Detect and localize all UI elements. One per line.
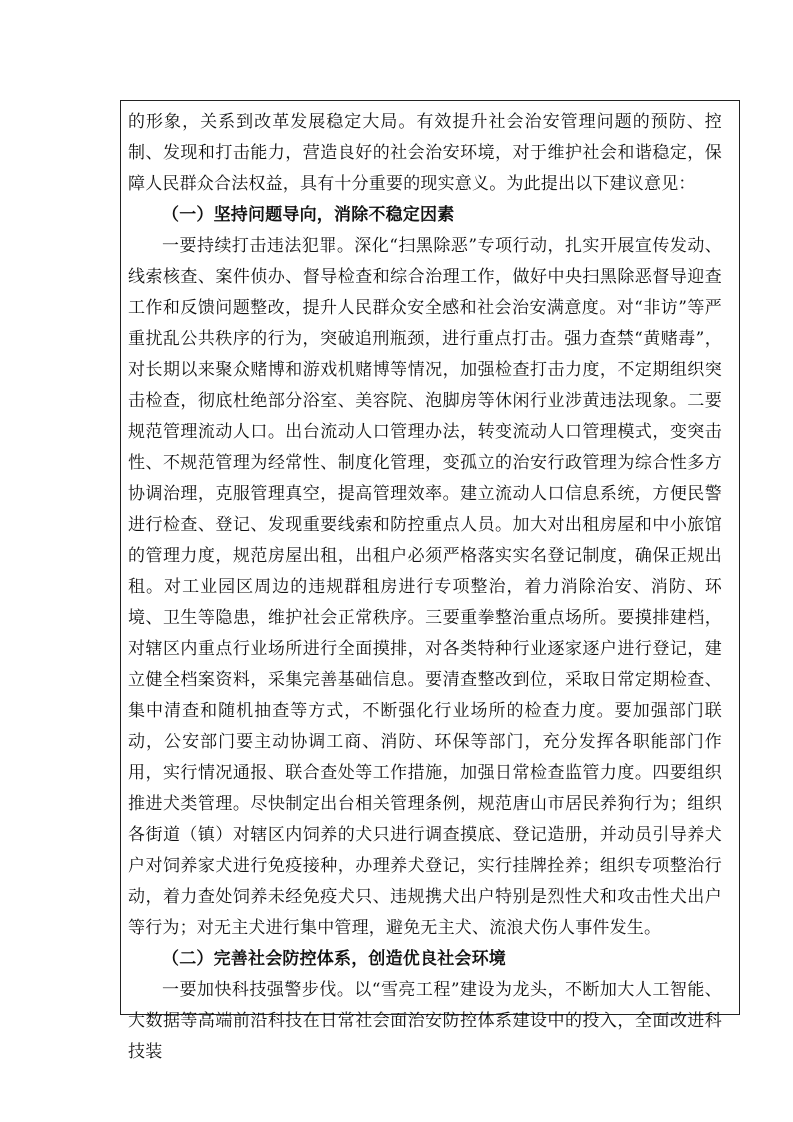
intro-paragraph: 的形象，关系到改革发展稳定大局。有效提升社会治安管理问题的预防、控制、发现和打击能力，营造良好的社会治安环境，对于维护社会和谐稳定，保障人民群众合法权益，具有十分重要的现实意义。为此提出以下建议意见： bbox=[128, 112, 722, 194]
section-2-paragraph: 一要加快科技强警步伐。以“雪亮工程”建设为龙头，不断加大人工智能、大数据等高端前沿科技在日常社会面治安防控体系建设中的投入，全面改进科技装 bbox=[128, 980, 722, 1062]
section-1-paragraph: 一要持续打击违法犯罪。深化“扫黑除恶”专项行动，扎实开展宣传发动、线索核查、案件侦办、督导检查和综合治理工作，做好中央扫黑除恶督导迎查工作和反馈问题整改，提升人民群众安全感和社会治安满意度。对“非访”等严重扰乱公共秩序的行为，突破追刑瓶颈，进行重点打击。强力查禁“黄赌毒”，对长期以来聚众赌博和游戏机赌博等情况，加强检查打击力度，不定期组织突击检查，彻底杜绝部分浴室、美容院、泡脚房等休闲行业涉黄违法现象。二要规范管理流动人口。出台流动人口管理办法，转变流动人口管理模式，变突击性、不规范管理为经常性、制度化管理，变孤立的治安行政管理为综合性多方协调治理，克服管理真空，提高管理效率。建立流动人口信息系统，方便民警进行检查、登记、发现重要线索和防控重点人员。加大对出租房屋和中小旅馆的管理力度，规范房屋出租，出租户必须严格落实实名登记制度，确保正规出租。对工业园区周边的违规群租房进行专项整治，着力消除治安、消防、环境、卫生等隐患，维护社会正常秩序。三要重拳整治重点场所。要摸排建档，对辖区内重点行业场所进行全面摸排，对各类特种行业逐家逐户进行登记，建立健全档案资料，采集完善基础信息。要清查整改到位，采取日常定期检查、集中清查和随机抽查等方式，不断强化行业场所的检查力度。要加强部门联动，公安部门要主动协调工商、消防、环保等部门，充分发挥各职能部门作用，实行情况通报、联合查处等工作措施，加强日常检查监管力度。四要组织推进犬类管理。尽快制定出台相关管理条例，规范唐山市居民养狗行为；组织各街道（镇）对辖区内饲养的犬只进行调查摸底、登记造册，并动员引导养犬户对饲养家犬进行免疫接种，办理养犬登记，实行挂牌拴养；组织专项整治行动，着力查处饲养未经免疫犬只、违规携犬出户特别是烈性犬和攻击性犬出户等行为；对无主犬进行集中管理，避免无主犬、流浪犬伤人事件发生。 bbox=[128, 236, 722, 938]
document-body bbox=[128, 107, 722, 1068]
section-heading-2: （二）完善社会防控体系，创造优良社会环境 bbox=[162, 949, 506, 969]
section-heading-1: （一）坚持问题导向，消除不稳定因素 bbox=[162, 205, 455, 225]
